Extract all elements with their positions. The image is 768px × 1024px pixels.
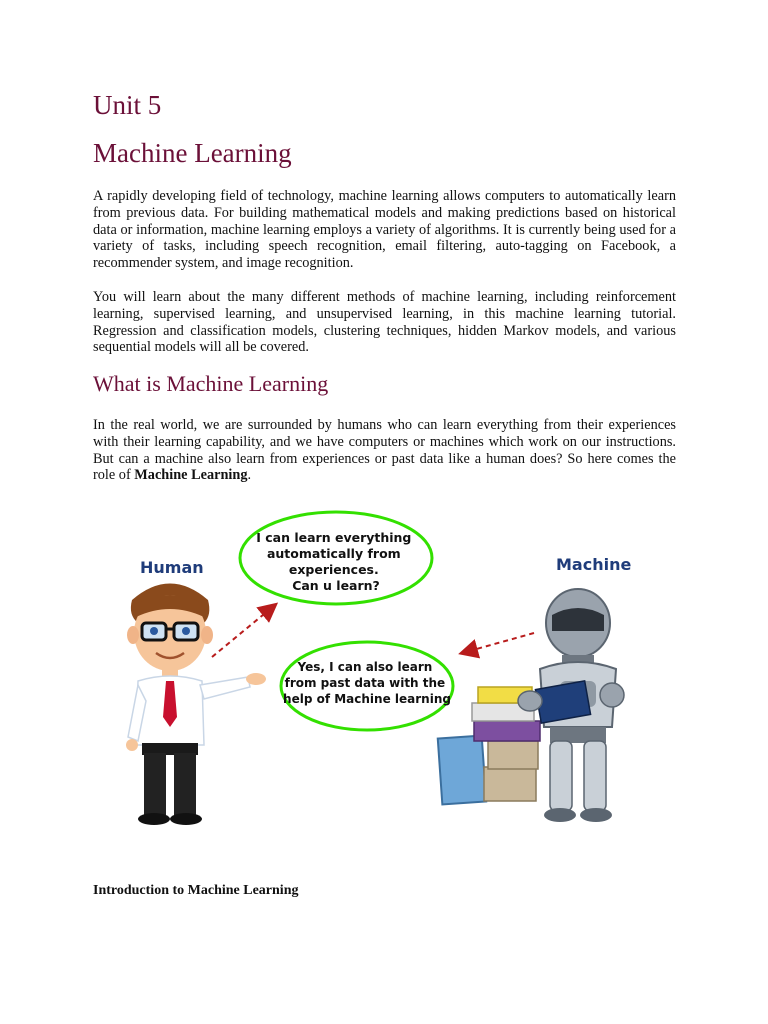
section-heading: What is Machine Learning bbox=[93, 371, 329, 396]
human-label: Human bbox=[140, 558, 204, 577]
machine-arrow bbox=[462, 633, 534, 653]
machine-speech-line: from past data with the bbox=[284, 676, 446, 690]
machine-speech-line: Yes, I can also learn bbox=[297, 660, 433, 674]
definition-end: . bbox=[247, 467, 252, 484]
machine-label: Machine bbox=[556, 555, 632, 574]
human-speech-line: I can learn everything bbox=[256, 530, 412, 545]
human-speech-line: Can u learn? bbox=[292, 578, 380, 593]
human-arrow bbox=[212, 605, 275, 657]
human-speech-line: experiences. bbox=[288, 562, 379, 577]
definition-paragraph bbox=[93, 417, 676, 484]
human-vs-machine-illustration bbox=[100, 505, 660, 835]
definition-bold-term: Machine Learning bbox=[134, 467, 248, 484]
human-figure bbox=[126, 584, 266, 826]
machine-speech-line: help of Machine learning bbox=[283, 692, 451, 706]
intro-paragraph: A rapidly developing field of technology, machine learning allows computers to automatically learn from previous data. For building mathematical models and making predictions based on historical data or information, machine learning employs a variety of algorithms. It is currently being used for a variety of tasks, including speech recognition, email filtering, auto-tagging on Facebook, a recommender system, and image recognition. bbox=[93, 188, 676, 272]
machine-speech-text bbox=[283, 660, 451, 706]
figure-caption: Introduction to Machine Learning bbox=[93, 883, 299, 898]
page-title: Machine Learning bbox=[93, 138, 292, 168]
tutorial-paragraph: You will learn about the many different methods of machine learning, including reinforcement learning, supervised learning, and unsupervised learning, in this machine learning tutorial. Regression and classification models, clustering techniques, hidden Markov models, and various sequential models will all be covered. bbox=[93, 289, 676, 356]
human-speech-line: automatically from bbox=[266, 546, 401, 561]
definition-text: In the real world, we are surrounded by humans who can learn everything from their experiences with their learning capability, and we have computers or machines which work on our instructions. But can a machine also learn from experiences or past data like a human does? So here comes the role of bbox=[93, 417, 676, 484]
unit-heading: Unit 5 bbox=[93, 90, 162, 120]
